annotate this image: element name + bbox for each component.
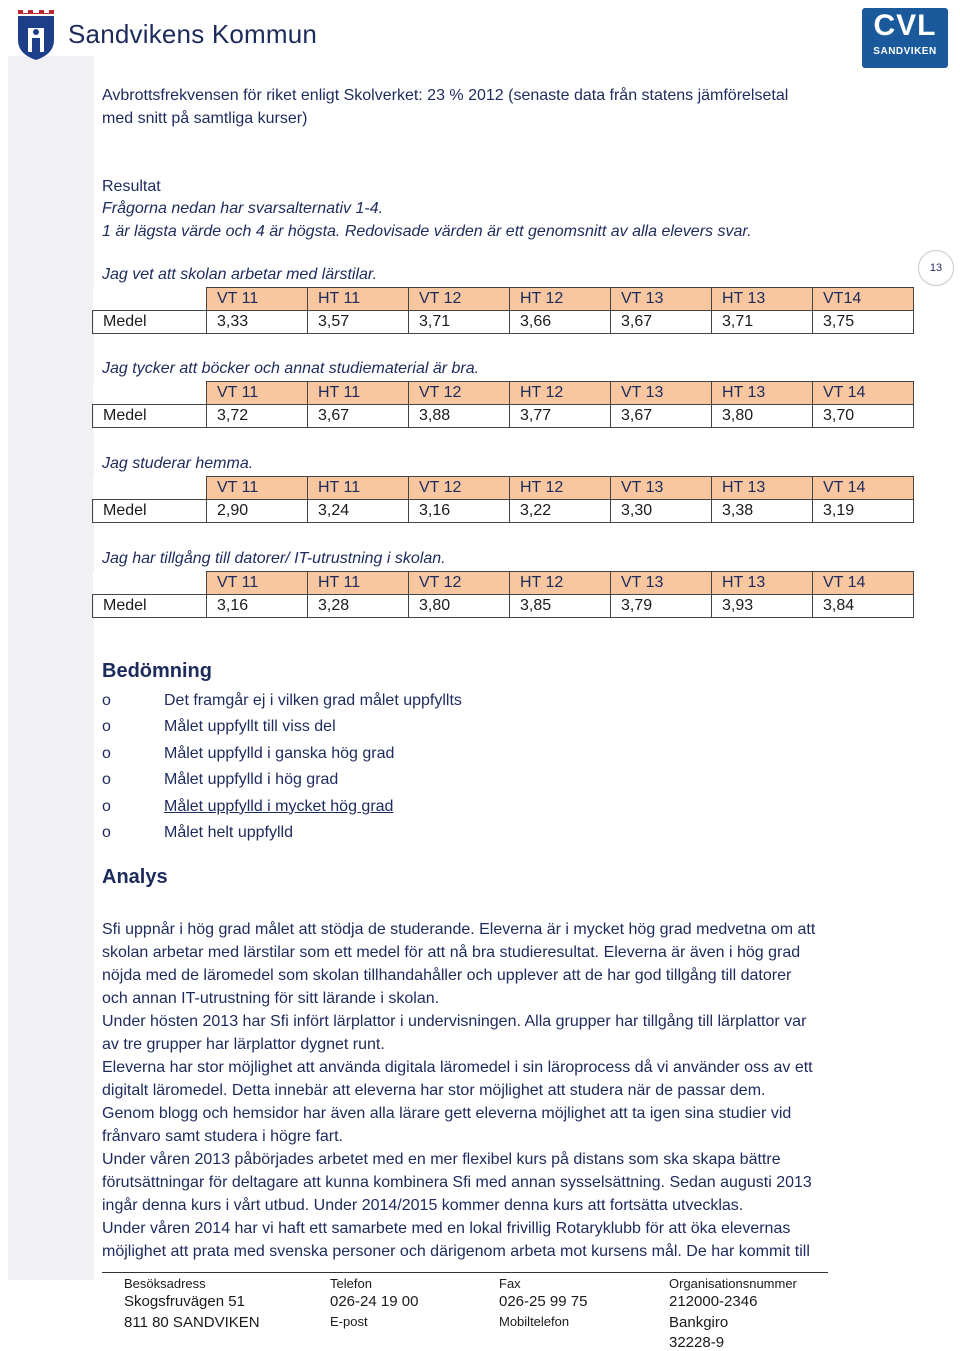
results-table-3 bbox=[92, 476, 914, 523]
table-cell: 2,90 bbox=[207, 500, 308, 523]
analys-heading: Analys bbox=[102, 866, 168, 888]
table-cell: 3,28 bbox=[308, 595, 409, 618]
row-label: Medel bbox=[93, 595, 207, 618]
table-cell: 3,88 bbox=[409, 405, 510, 428]
table-cell: 3,57 bbox=[308, 311, 409, 334]
table-cell: 3,71 bbox=[409, 311, 510, 334]
analys-line: Under hösten 2013 har Sfi infört lärplattor i undervisningen. Alla grupper har tillgång till lärplattor var bbox=[102, 1013, 807, 1030]
analys-line: nöjda med de läromedel som skolan tillhandahåller och upplever att de har god tillgång till datorer bbox=[102, 967, 792, 984]
table-header-cell: VT 11 bbox=[207, 382, 308, 405]
analys-line: skolan arbetar med lärstilar som ett medel för att nå bra studieresultat. Eleverna är även i hög grad bbox=[102, 944, 801, 961]
table-header-row bbox=[93, 382, 914, 405]
table-header-cell: HT 13 bbox=[712, 382, 813, 405]
analys-line: digitalt läromedel. Detta innebär att eleverna har stor möjlighet att studera när de passar dem. bbox=[102, 1082, 766, 1099]
list-item-selected bbox=[102, 794, 462, 820]
resultat-line-2: 1 är lägsta värde och 4 är högsta. Redovisade värden är ett genomsnitt av alla elevers svar. bbox=[102, 223, 752, 240]
table-header-cell: HT 11 bbox=[308, 382, 409, 405]
results-table-4 bbox=[92, 571, 914, 618]
list-item bbox=[102, 741, 462, 767]
table-header-cell: HT 11 bbox=[308, 572, 409, 595]
footer-bankgiro-label: Bankgiro bbox=[669, 1314, 729, 1331]
table-cell: 3,70 bbox=[813, 405, 914, 428]
bullet: o bbox=[102, 771, 111, 789]
table-header-cell: VT 11 bbox=[207, 288, 308, 311]
table-corner bbox=[93, 572, 207, 595]
footer-org-label: Organisationsnummer bbox=[669, 1276, 797, 1291]
row-label: Medel bbox=[93, 311, 207, 334]
analys-line: ingår denna kurs i vårt utbud. Under 2014/2015 kommer denna kurs att fortsätta utvecklas. bbox=[102, 1197, 744, 1214]
row-label: Medel bbox=[93, 500, 207, 523]
bullet: o bbox=[102, 718, 111, 736]
table-cell: 3,16 bbox=[409, 500, 510, 523]
results-table-1 bbox=[92, 287, 914, 334]
table-header-cell: VT 12 bbox=[409, 572, 510, 595]
list-item-text: Målet uppfyllt till viss del bbox=[164, 718, 336, 736]
list-item-text: Målet uppfylld i ganska hög grad bbox=[164, 744, 395, 762]
table-cell: 3,84 bbox=[813, 595, 914, 618]
table-header-cell: VT 12 bbox=[409, 477, 510, 500]
bedomning-list bbox=[102, 688, 462, 846]
list-item bbox=[102, 714, 462, 740]
table-header-cell: VT 12 bbox=[409, 288, 510, 311]
analys-line: Under våren 2014 har vi haft ett samarbete med en lokal frivillig Rotaryklubb för att öka elevernas bbox=[102, 1220, 791, 1237]
analys-line: Sfi uppnår i hög grad målet att stödja de studerande. Eleverna är i mycket hög grad medvetna om att bbox=[102, 921, 816, 938]
footer-fax-value: 026-25 99 75 bbox=[499, 1293, 588, 1310]
coat-of-arms-icon bbox=[14, 6, 58, 62]
table-corner bbox=[93, 477, 207, 500]
table-header-row bbox=[93, 477, 914, 500]
analys-line: Genom blogg och hemsidor har även alla lärare gett eleverna möjlighet att ta igen sina studier vid bbox=[102, 1105, 792, 1122]
table-cell: 3,38 bbox=[712, 500, 813, 523]
analys-line: Under våren 2013 påbörjades arbetet med en mer flexibel kurs på distans som ska skapa bättre bbox=[102, 1151, 781, 1168]
table-header-cell: HT 13 bbox=[712, 288, 813, 311]
table-header-cell: HT 12 bbox=[510, 572, 611, 595]
table-cell: 3,22 bbox=[510, 500, 611, 523]
analys-line: Eleverna har stor möjlighet att använda digitala läromedel i sin läroprocess då vi använder oss av ett bbox=[102, 1059, 813, 1076]
list-item-text: Det framgår ej i vilken grad målet uppfyllts bbox=[164, 692, 462, 709]
resultat-line-1: Frågorna nedan har svarsalternativ 1-4. bbox=[102, 200, 384, 217]
bullet: o bbox=[102, 744, 111, 762]
analys-line: frånvaro samt studera i högre fart. bbox=[102, 1128, 343, 1145]
table-header-cell: VT 14 bbox=[813, 477, 914, 500]
table-cell: 3,75 bbox=[813, 311, 914, 334]
list-item-text: Målet helt uppfylld bbox=[164, 823, 293, 841]
table-header-cell: VT 11 bbox=[207, 477, 308, 500]
analys-line: möjlighet att prata med svenska personer och därigenom arbeta mot kursens mål. De har kommit till bbox=[102, 1243, 810, 1260]
table-cell: 3,80 bbox=[712, 405, 813, 428]
table-header-cell: VT 11 bbox=[207, 572, 308, 595]
table-cell: 3,33 bbox=[207, 311, 308, 334]
table-header-cell: VT 13 bbox=[611, 382, 712, 405]
table-header-cell: VT 12 bbox=[409, 382, 510, 405]
list-item-text: Målet uppfylld i mycket hög grad bbox=[164, 797, 394, 815]
table-cell: 3,66 bbox=[510, 311, 611, 334]
analys-line: förutsättningar för deltagare att kunna kombinera Sfi med annan sysselsättning. Sedan augusti 2013 bbox=[102, 1174, 812, 1191]
footer-email-label: E-post bbox=[330, 1314, 368, 1329]
table-cell: 3,85 bbox=[510, 595, 611, 618]
list-item bbox=[102, 767, 462, 793]
table-cell: 3,16 bbox=[207, 595, 308, 618]
list-item-text: Målet uppfylld i hög grad bbox=[164, 771, 339, 789]
footer-phone-label: Telefon bbox=[330, 1276, 372, 1291]
table-cell: 3,77 bbox=[510, 405, 611, 428]
cvl-logo bbox=[862, 8, 948, 68]
footer-phone-value: 026-24 19 00 bbox=[330, 1293, 419, 1310]
question-2: Jag tycker att böcker och annat studiematerial är bra. bbox=[102, 360, 480, 377]
footer-address-line-2: 811 80 SANDVIKEN bbox=[124, 1314, 260, 1331]
table-header-row bbox=[93, 288, 914, 311]
footer-address-label: Besöksadress bbox=[124, 1276, 206, 1291]
table-cell: 3,24 bbox=[308, 500, 409, 523]
table-row bbox=[93, 500, 914, 523]
question-1: Jag vet att skolan arbetar med lärstilar. bbox=[102, 266, 378, 283]
table-cell: 3,67 bbox=[611, 405, 712, 428]
table-cell: 3,72 bbox=[207, 405, 308, 428]
table-corner bbox=[93, 288, 207, 311]
table-header-cell: VT 13 bbox=[611, 288, 712, 311]
table-header-row bbox=[93, 572, 914, 595]
cvl-logo-subtext: SANDVIKEN bbox=[873, 46, 937, 57]
table-cell: 3,67 bbox=[611, 311, 712, 334]
table-row bbox=[93, 595, 914, 618]
results-table-2 bbox=[92, 381, 914, 428]
table-header-cell: VT 13 bbox=[611, 572, 712, 595]
page-number-badge: 13 bbox=[918, 250, 954, 286]
table-cell: 3,80 bbox=[409, 595, 510, 618]
question-4: Jag har tillgång till datorer/ IT-utrustning i skolan. bbox=[102, 550, 446, 567]
table-row bbox=[93, 311, 914, 334]
bedomning-heading: Bedömning bbox=[102, 660, 212, 682]
table-header-cell: HT 11 bbox=[308, 288, 409, 311]
table-header-cell: VT 13 bbox=[611, 477, 712, 500]
bullet: o bbox=[102, 797, 111, 815]
intro-line-2: med snitt på samtliga kurser) bbox=[102, 110, 308, 127]
table-cell: 3,30 bbox=[611, 500, 712, 523]
cvl-logo-text: CVL bbox=[873, 9, 937, 42]
table-header-cell: HT 12 bbox=[510, 288, 611, 311]
bullet: o bbox=[102, 692, 111, 709]
table-header-cell: HT 12 bbox=[510, 477, 611, 500]
table-header-cell: HT 12 bbox=[510, 382, 611, 405]
left-margin-band bbox=[8, 56, 94, 1280]
municipality-logo bbox=[14, 4, 317, 64]
table-header-cell: VT 14 bbox=[813, 572, 914, 595]
analys-body bbox=[102, 918, 892, 1263]
table-cell: 3,71 bbox=[712, 311, 813, 334]
row-label: Medel bbox=[93, 405, 207, 428]
table-header-cell: VT14 bbox=[813, 288, 914, 311]
intro-line-1: Avbrottsfrekvensen för riket enligt Skolverket: 23 % 2012 (senaste data från statens jämförelsetal bbox=[102, 87, 789, 104]
table-header-cell: HT 13 bbox=[712, 572, 813, 595]
table-row bbox=[93, 405, 914, 428]
footer-address-line-1: Skogsfruvägen 51 bbox=[124, 1293, 245, 1310]
resultat-heading: Resultat bbox=[102, 178, 161, 195]
footer-fax-label: Fax bbox=[499, 1276, 521, 1291]
table-header-cell: HT 13 bbox=[712, 477, 813, 500]
question-3: Jag studerar hemma. bbox=[102, 455, 254, 472]
footer-org-value: 212000-2346 bbox=[669, 1293, 758, 1310]
list-item bbox=[102, 688, 462, 714]
table-cell: 3,93 bbox=[712, 595, 813, 618]
table-cell: 3,79 bbox=[611, 595, 712, 618]
footer-divider bbox=[102, 1272, 828, 1273]
analys-line: av tre grupper har lärplattor dygnet runt. bbox=[102, 1036, 385, 1053]
analys-line: och annan IT-utrustning för sitt lärande i skolan. bbox=[102, 990, 440, 1007]
list-item bbox=[102, 820, 462, 846]
bullet: o bbox=[102, 823, 111, 841]
table-corner bbox=[93, 382, 207, 405]
table-header-cell: VT 14 bbox=[813, 382, 914, 405]
footer-bankgiro-value: 32228-9 bbox=[669, 1334, 725, 1351]
table-cell: 3,67 bbox=[308, 405, 409, 428]
table-cell: 3,19 bbox=[813, 500, 914, 523]
municipality-name: Sandvikens Kommun bbox=[68, 18, 318, 49]
table-header-cell: HT 11 bbox=[308, 477, 409, 500]
footer-mobile-label: Mobiltelefon bbox=[499, 1314, 570, 1329]
